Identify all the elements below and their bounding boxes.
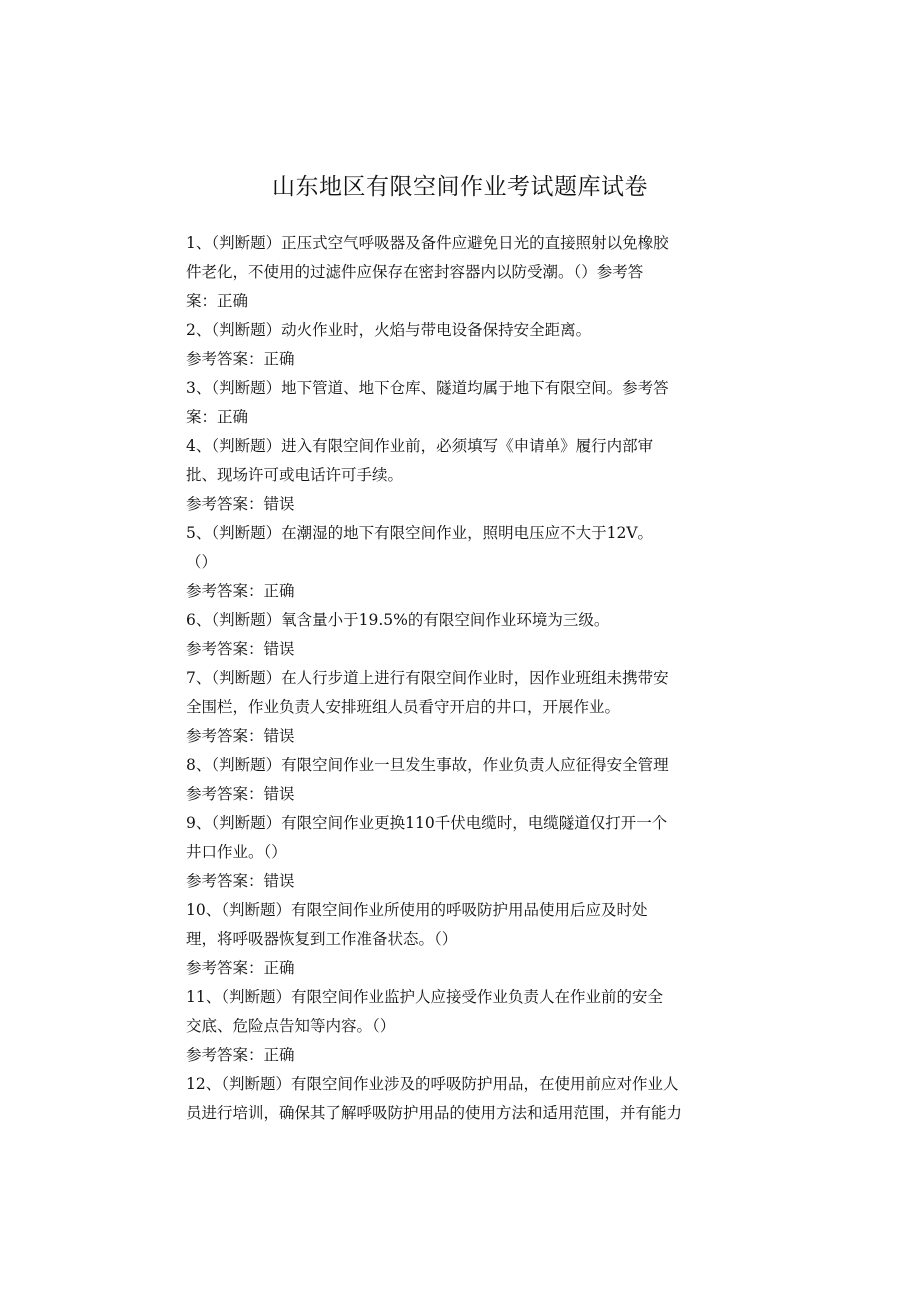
question-list bbox=[186, 229, 726, 1128]
text-line: 批、现场许可或电话许可手续。 bbox=[186, 466, 404, 484]
text-line: （） bbox=[186, 553, 218, 571]
text-line: 员进行培训，确保其了解呼吸防护用品的使用方法和适用范围，并有能力 bbox=[186, 1104, 683, 1122]
text-line: 参考答案：正确 bbox=[186, 582, 295, 600]
text-line: 参考答案：正确 bbox=[186, 959, 295, 977]
text-line: 参考答案：错误 bbox=[186, 785, 295, 803]
text-line: 参考答案：正确 bbox=[186, 350, 295, 368]
text-line: 3、（判断题）地下管道、地下仓库、隧道均属于地下有限空间。参考答 bbox=[186, 379, 669, 397]
text-line: 交底、危险点告知等内容。（） bbox=[186, 1017, 396, 1035]
text-line: 井口作业。（） bbox=[186, 843, 287, 861]
text-line: 参考答案：正确 bbox=[186, 1046, 295, 1064]
text-line: 7、（判断题）在人行步道上进行有限空间作业时，因作业班组未携带安 bbox=[186, 669, 669, 687]
text-line: 参考答案：错误 bbox=[186, 640, 295, 658]
text-line: 5、（判断题）在潮湿的地下有限空间作业，照明电压应不大于12V。 bbox=[186, 524, 654, 542]
text-line: 理，将呼吸器恢复到工作准备状态。（） bbox=[186, 930, 458, 948]
text-line: 参考答案：错误 bbox=[186, 727, 295, 745]
text-line: 2、（判断题）动火作业时，火焰与带电设备保持安全距离。 bbox=[186, 321, 592, 339]
text-line: 4、（判断题）进入有限空间作业前，必须填写《申请单》履行内部审 bbox=[186, 437, 654, 455]
text-line: 1、（判断题）正压式空气呼吸器及备件应避免日光的直接照射以免橡胶 bbox=[186, 234, 669, 252]
text-line: 12、（判断题）有限空间作业涉及的呼吸防护用品，在使用前应对作业人 bbox=[186, 1075, 679, 1093]
text-line: 6、（判断题）氧含量小于19.5%的有限空间作业环境为三级。 bbox=[186, 611, 610, 629]
text-line: 9、（判断题）有限空间作业更换110千伏电缆时，电缆隧道仅打开一个 bbox=[186, 814, 668, 832]
text-line: 8、（判断题）有限空间作业一旦发生事故，作业负责人应征得安全管理 bbox=[186, 756, 669, 774]
text-line: 案：正确 bbox=[186, 408, 249, 426]
text-line: 案：正确 bbox=[186, 292, 249, 310]
text-line: 全围栏，作业负责人安排班组人员看守开启的井口，开展作业。 bbox=[186, 698, 621, 716]
text-line: 10、（判断题）有限空间作业所使用的呼吸防护用品使用后应及时处 bbox=[186, 901, 648, 919]
text-line: 11、（判断题）有限空间作业监护人应接受作业负责人在作业前的安全 bbox=[186, 988, 663, 1006]
text-line: 参考答案：错误 bbox=[186, 495, 295, 513]
document-title: 山东地区有限空间作业考试题库试卷 bbox=[272, 174, 648, 200]
text-line: 件老化，不使用的过滤件应保存在密封容器内以防受潮。（）参考答 bbox=[186, 263, 644, 281]
text-line: 参考答案：错误 bbox=[186, 872, 295, 890]
